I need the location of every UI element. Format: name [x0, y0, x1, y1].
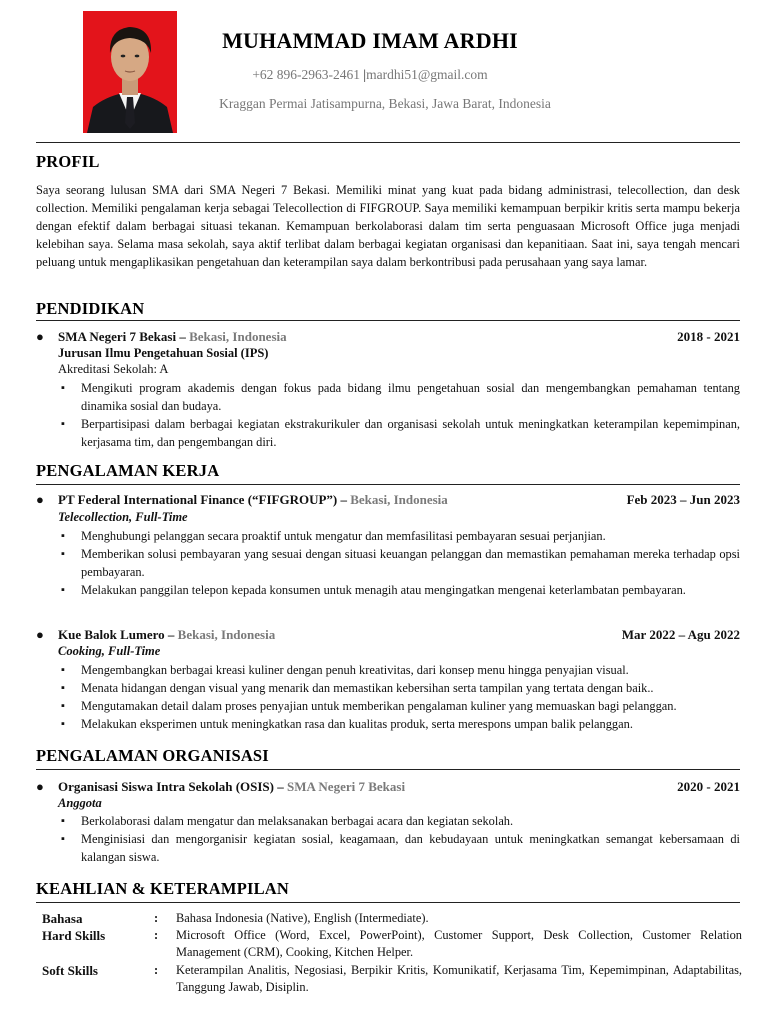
- email-address[interactable]: mardhi51@gmail.com: [366, 67, 488, 82]
- list-item: ▪ Memberikan solusi pembayaran yang sesuai dengan situasi keuangan pelanggan dan memastikan pemahaman mereka terhadap opsi pembayaran.: [58, 545, 740, 581]
- section-divider: [36, 902, 740, 903]
- skill-colon: :: [154, 963, 159, 977]
- job-role: Telecollection, Full-Time: [58, 510, 188, 524]
- section-divider: [36, 484, 740, 485]
- contact-separator: |: [363, 67, 367, 82]
- company-name: PT Federal International Finance (“FIFGROUP”) –: [58, 492, 347, 507]
- company-location: Bekasi, Indonesia: [177, 627, 276, 642]
- list-item: ▪ Menata hidangan dengan visual yang menarik dan memastikan kebersihan serta tampilan yang tertata dengan baik..: [58, 679, 740, 697]
- organization-location: SMA Negeri 7 Bekasi: [287, 779, 406, 794]
- organization-date: 2020 - 2021: [677, 779, 740, 794]
- organization-role: Anggota: [58, 796, 102, 810]
- header: [200, 28, 540, 83]
- skill-value: Bahasa Indonesia (Native), English (Intermediate).: [176, 911, 429, 925]
- education-major: Jurusan Ilmu Pengetahuan Sosial (IPS): [58, 346, 269, 360]
- list-item: ▪ Berkolaborasi dalam mengatur dan melaksanakan berbagai acara dan kegiatan sekolah.: [58, 812, 740, 830]
- school-location: Bekasi, Indonesia: [189, 329, 287, 344]
- profil-text: Saya seorang lulusan SMA dari SMA Negeri 7 Bekasi. Memiliki minat yang kuat pada bidang administrasi, telecollection, dan desk collection. Memiliki pengalaman kerja sebagai Telecollection di FIFGROUP. Saya memiliki kemampuan berpikir kritis serta mampu bekerja dengan efektif dalam berbagai situasi tekanan. Kemampuan berkolaborasi dalam tim serta penguasaan Microsoft Office juga menjadi kelebihan saya. Selama masa sekolah, saya aktif terlibat dalam berbagai kegiatan organisasi dan kepanitiaan. Saat ini, saya tengah mencari peluang untuk mengaplikasikan pengetahuan dan keterampilan saya dalam berkontribusi pada perusahaan yang saya lamar.: [36, 183, 740, 269]
- skills-table: [42, 910, 742, 996]
- skill-value: Microsoft Office (Word, Excel, PowerPoint), Customer Support, Desk Collection, Customer Relation Management (CRM), Cooking, Kitchen Helper.: [176, 928, 742, 959]
- list-item: ▪ Berpartisipasi dalam berbagai kegiatan ekstrakurikuler dan organisasi sekolah untuk meningkatkan keterampilan kepemimpinan, kerjasama tim, dan pengembangan diri.: [58, 415, 740, 451]
- skill-colon: :: [154, 928, 159, 942]
- job-date: Feb 2023 – Jun 2023: [626, 492, 740, 507]
- job-date: Mar 2022 – Agu 2022: [621, 627, 740, 642]
- list-item: ▪ Menghubungi pelanggan secara proaktif untuk mengatur dan memfasilitasi pembayaran sesuai perjanjian.: [58, 527, 740, 545]
- skill-row: [42, 927, 742, 961]
- job-bullets: [58, 661, 740, 733]
- section-divider: [36, 320, 740, 321]
- skill-row: [42, 962, 742, 996]
- skill-value: Keterampilan Analitis, Negosiasi, Berpikir Kritis, Komunikatif, Kerjasama Tim, Kepemimpinan, Adaptabilitas, Tanggung Jawab, Disiplin.: [176, 963, 742, 994]
- list-item: ▪ Menginisiasi dan mengorganisir kegiatan sosial, keagamaan, dan kebudayaan untuk meningkatkan semangat kebersamaan di kalangan siswa.: [58, 830, 740, 866]
- skill-row: [42, 910, 742, 927]
- section-title-pengalaman-organisasi: PENGALAMAN ORGANISASI: [36, 746, 269, 765]
- skill-label: Soft Skills: [42, 963, 98, 978]
- list-item: ▪ Mengikuti program akademis dengan fokus pada bidang ilmu pengetahuan sosial dan mengembangkan pemahaman tentang dinamika sosial dan budaya.: [58, 379, 740, 415]
- job-bullets: [58, 527, 740, 599]
- contact-line: [200, 67, 540, 83]
- education-bullets: [58, 379, 740, 451]
- section-title-pengalaman-kerja: PENGALAMAN KERJA: [36, 461, 220, 480]
- job-entry-header: ● Kue Balok Lumero – Bekasi, Indonesia Mar 2022 – Agu 2022: [36, 627, 740, 642]
- home-address: Kraggan Permai Jatisampurna, Bekasi, Jawa Barat, Indonesia: [219, 96, 551, 111]
- skill-label: Bahasa: [42, 911, 83, 926]
- section-title-profil: PROFIL: [36, 152, 100, 171]
- school-name: SMA Negeri 7 Bekasi –: [58, 329, 186, 344]
- skill-label: Hard Skills: [42, 928, 106, 943]
- section-title-keahlian: KEAHLIAN & KETERAMPILAN: [36, 879, 290, 898]
- job-role: Cooking, Full-Time: [58, 644, 161, 658]
- list-item: ▪ Mengembangkan berbagai kreasi kuliner dengan penuh kreativitas, dari konsep menu hingga penyajian visual.: [58, 661, 740, 679]
- organization-bullets: [58, 812, 740, 866]
- company-name: Kue Balok Lumero –: [58, 627, 175, 642]
- education-accreditation: Akreditasi Sekolah: A: [58, 362, 169, 376]
- full-name: MUHAMMAD IMAM ARDHI: [222, 28, 518, 53]
- section-title-pendidikan: PENDIDIKAN: [36, 299, 145, 318]
- education-date: 2018 - 2021: [677, 329, 740, 344]
- section-divider: [36, 769, 740, 770]
- profile-photo: [83, 11, 177, 133]
- header-divider: [36, 142, 740, 143]
- phone-number[interactable]: +62 896-2963-2461: [252, 67, 361, 82]
- skill-colon: :: [154, 911, 159, 925]
- list-item: ▪ Mengutamakan detail dalam proses penyajian untuk memberikan pengalaman kuliner yang memuaskan bagi pelanggan.: [58, 697, 740, 715]
- organization-entry-header: ● Organisasi Siswa Intra Sekolah (OSIS) – SMA Negeri 7 Bekasi 2020 - 2021: [36, 779, 740, 794]
- education-entry-header: ● SMA Negeri 7 Bekasi – Bekasi, Indonesia 2018 - 2021: [36, 329, 740, 344]
- company-location: Bekasi, Indonesia: [350, 492, 448, 507]
- job-entry-header: ● PT Federal International Finance (“FIFGROUP”) – Bekasi, Indonesia Feb 2023 – Jun 2023: [36, 492, 740, 507]
- list-item: ▪ Melakukan eksperimen untuk meningkatkan rasa dan kualitas produk, serta merespons umpan balik pelanggan.: [58, 715, 740, 733]
- list-item: ▪ Melakukan panggilan telepon kepada konsumen untuk menagih atau mengingatkan mengenai keterlambatan pembayaran.: [58, 581, 740, 599]
- organization-name: Organisasi Siswa Intra Sekolah (OSIS) –: [58, 779, 284, 794]
